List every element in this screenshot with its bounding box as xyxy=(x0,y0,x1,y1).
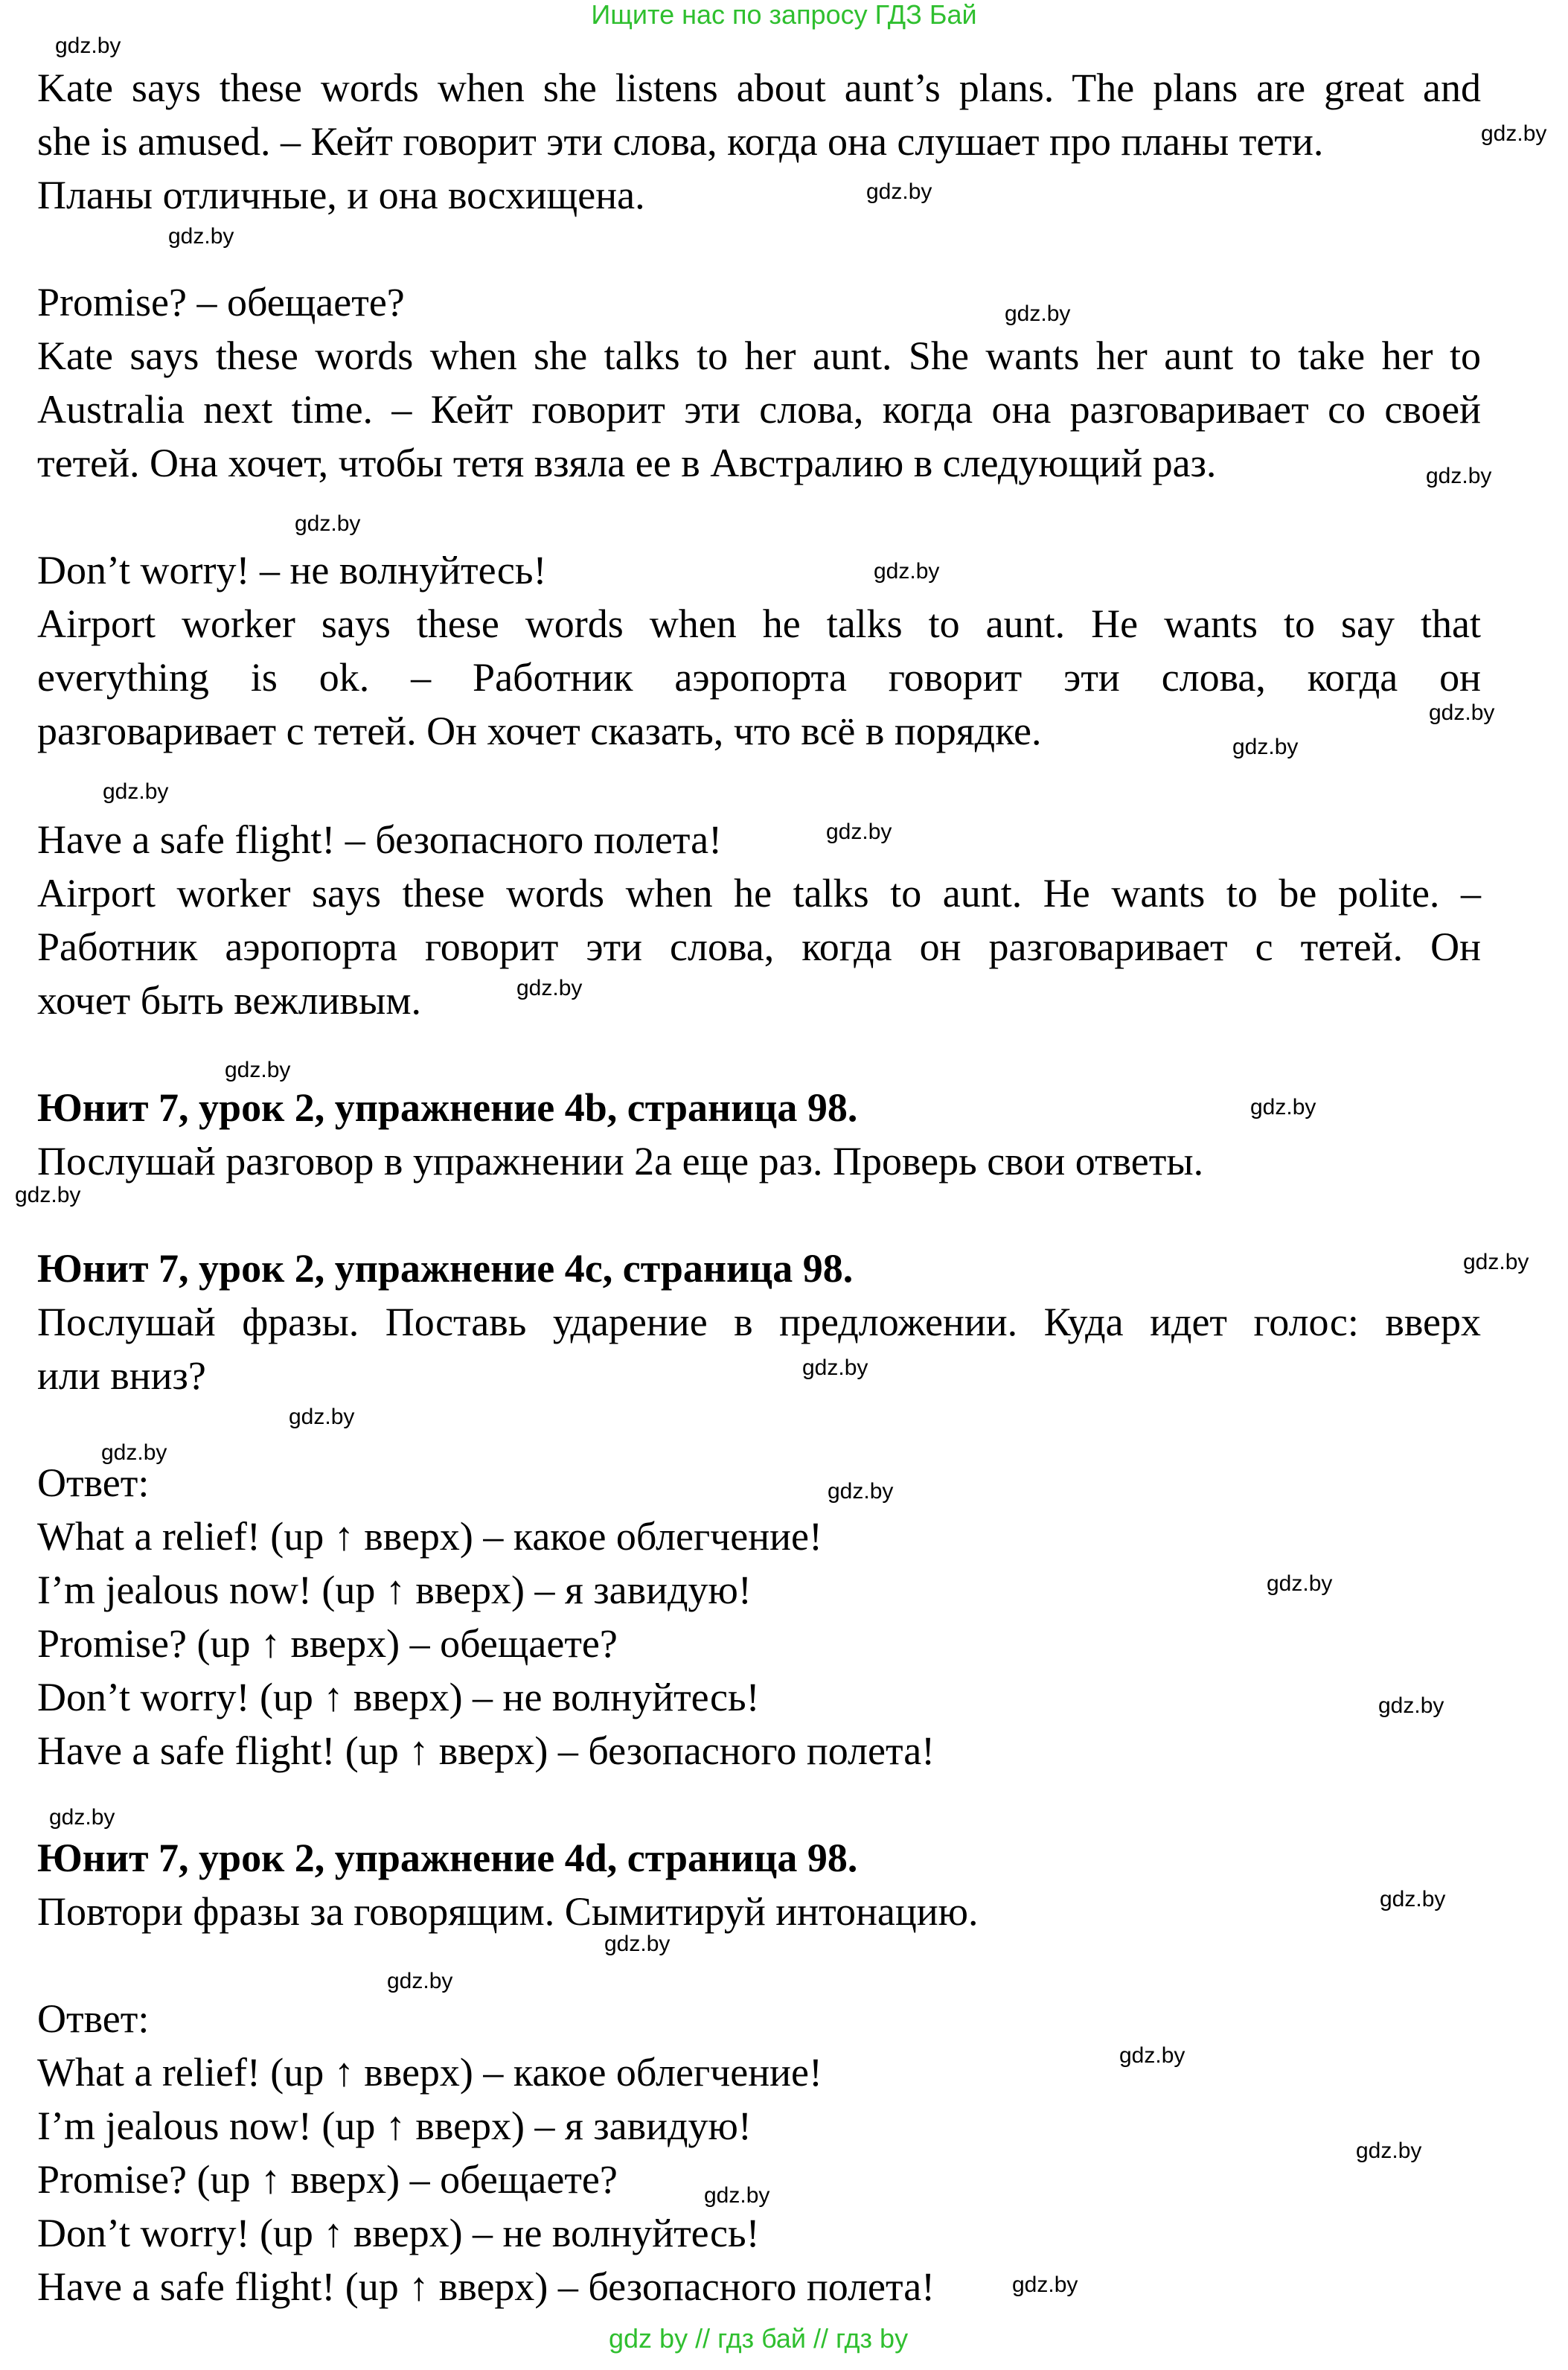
task-exercise-4b: Послушай разговор в упражнении 2а еще раз. Проверь свои ответы. xyxy=(37,1139,1204,1184)
answer-item: Don’t worry! (up ↑ вверх) – не волнуйтесь! xyxy=(37,1675,760,1719)
watermark: gdz.by xyxy=(15,1183,81,1207)
answer-item: Have a safe flight! (up ↑ вверх) – безопасного полета! xyxy=(37,1728,935,1773)
watermark: gdz.by xyxy=(295,511,361,536)
watermark: gdz.by xyxy=(1429,700,1495,725)
text-line: тетей. Она хочет, чтобы тетя взяла ее в Австралию в следующий раз. xyxy=(37,441,1217,485)
watermark: gdz.by xyxy=(1463,1250,1529,1274)
watermark: gdz.by xyxy=(826,820,892,844)
task-exercise-4c xyxy=(37,1295,1481,1402)
watermark: gdz.by xyxy=(103,779,169,804)
text-line: разговаривает с тетей. Он хочет сказать, что всё в порядке. xyxy=(37,709,1042,753)
watermark: gdz.by xyxy=(1426,464,1492,488)
watermark: gdz.by xyxy=(49,1805,115,1830)
watermark: gdz.by xyxy=(874,559,940,584)
heading-exercise-4d: Юнит 7, урок 2, упражнение 4d, страница 98. xyxy=(37,1836,858,1880)
watermark: gdz.by xyxy=(1119,2043,1185,2068)
watermark: gdz.by xyxy=(866,179,932,204)
text-line: she is amused. – Кейт говорит эти слова, когда она слушает про планы тети. xyxy=(37,119,1324,164)
answer-item: I’m jealous now! (up ↑ вверх) – я завидую! xyxy=(37,1568,752,1612)
watermark: gdz.by xyxy=(1356,2139,1422,2163)
watermark: gdz.by xyxy=(387,1969,453,1993)
text-line: Послушай фразы. Поставь ударение в предложении. Куда идет голос: вверх xyxy=(37,1300,1481,1344)
phrase-safe-flight: Have a safe flight! – безопасного полета! xyxy=(37,817,723,862)
watermark: gdz.by xyxy=(1267,1571,1333,1596)
watermark: gdz.by xyxy=(1012,2272,1078,2297)
task-exercise-4d: Повтори фразы за говорящим. Сымитируй интонацию. xyxy=(37,1889,979,1934)
text-line: Airport worker says these words when he talks to aunt. He wants to be polite. – xyxy=(37,871,1481,916)
answer-label-4c: Ответ: xyxy=(37,1460,150,1505)
watermark: gdz.by xyxy=(1005,301,1071,326)
watermark: gdz.by xyxy=(516,976,583,1000)
watermark: gdz.by xyxy=(704,2183,770,2208)
watermark: gdz.by xyxy=(168,224,234,249)
watermark: gdz.by xyxy=(604,1932,671,1956)
watermark: gdz.by xyxy=(1380,1887,1446,1911)
text-line: Airport worker says these words when he talks to aunt. He wants to say that xyxy=(37,601,1481,646)
answer-item: Have a safe flight! (up ↑ вверх) – безопасного полета! xyxy=(37,2264,935,2309)
phrase-dont-worry: Don’t worry! – не волнуйтесь! xyxy=(37,548,547,592)
heading-exercise-4c: Юнит 7, урок 2, упражнение 4c, страница 98. xyxy=(37,1246,854,1291)
watermark: gdz.by xyxy=(828,1479,894,1504)
text-line: Kate says these words when she talks to her aunt. She wants her aunt to take her to xyxy=(37,333,1481,378)
text-line: everything is ok. – Работник аэропорта говорит эти слова, когда он xyxy=(37,655,1481,700)
watermark: gdz.by xyxy=(1232,735,1299,759)
header-search-link[interactable]: Ищите нас по запросу ГДЗ Бай xyxy=(591,0,977,30)
watermark: gdz.by xyxy=(1481,121,1547,146)
answer-item: Promise? (up ↑ вверх) – обещаете? xyxy=(37,2157,618,2202)
paragraph-airport-polite xyxy=(37,866,1481,1027)
watermark: gdz.by xyxy=(1250,1095,1316,1119)
answer-item: Promise? (up ↑ вверх) – обещаете? xyxy=(37,1621,618,1666)
watermark: gdz.by xyxy=(225,1058,291,1082)
watermark: gdz.by xyxy=(55,33,121,58)
watermark: gdz.by xyxy=(101,1440,167,1465)
text-line: Kate says these words when she listens about aunt’s plans. The plans are great and xyxy=(37,66,1481,110)
phrase-promise: Promise? – обещаете? xyxy=(37,280,405,325)
watermark: gdz.by xyxy=(289,1405,355,1429)
heading-exercise-4b: Юнит 7, урок 2, упражнение 4b, страница 98. xyxy=(37,1085,858,1130)
answer-item: What a relief! (up ↑ вверх) – какое облегчение! xyxy=(37,2050,822,2095)
footer-gdz-links[interactable]: gdz by // гдз бай // гдз by xyxy=(609,2323,909,2354)
text-line: или вниз? xyxy=(37,1353,206,1398)
text-line: Australia next time. – Кейт говорит эти слова, когда она разговаривает со своей xyxy=(37,387,1481,432)
paragraph-kate-amused xyxy=(37,61,1481,222)
answer-item: Don’t worry! (up ↑ вверх) – не волнуйтесь! xyxy=(37,2211,760,2255)
answer-item: I’m jealous now! (up ↑ вверх) – я завидую! xyxy=(37,2104,752,2148)
watermark: gdz.by xyxy=(802,1355,868,1380)
answer-item: What a relief! (up ↑ вверх) – какое облегчение! xyxy=(37,1514,822,1559)
text-line: хочет быть вежливым. xyxy=(37,978,422,1023)
watermark: gdz.by xyxy=(1378,1693,1444,1718)
text-line: Работник аэропорта говорит эти слова, когда он разговаривает с тетей. Он xyxy=(37,924,1481,969)
paragraph-kate-aunt xyxy=(37,329,1481,490)
text-line: Планы отличные, и она восхищена. xyxy=(37,173,645,217)
answer-label-4d: Ответ: xyxy=(37,1996,150,2041)
